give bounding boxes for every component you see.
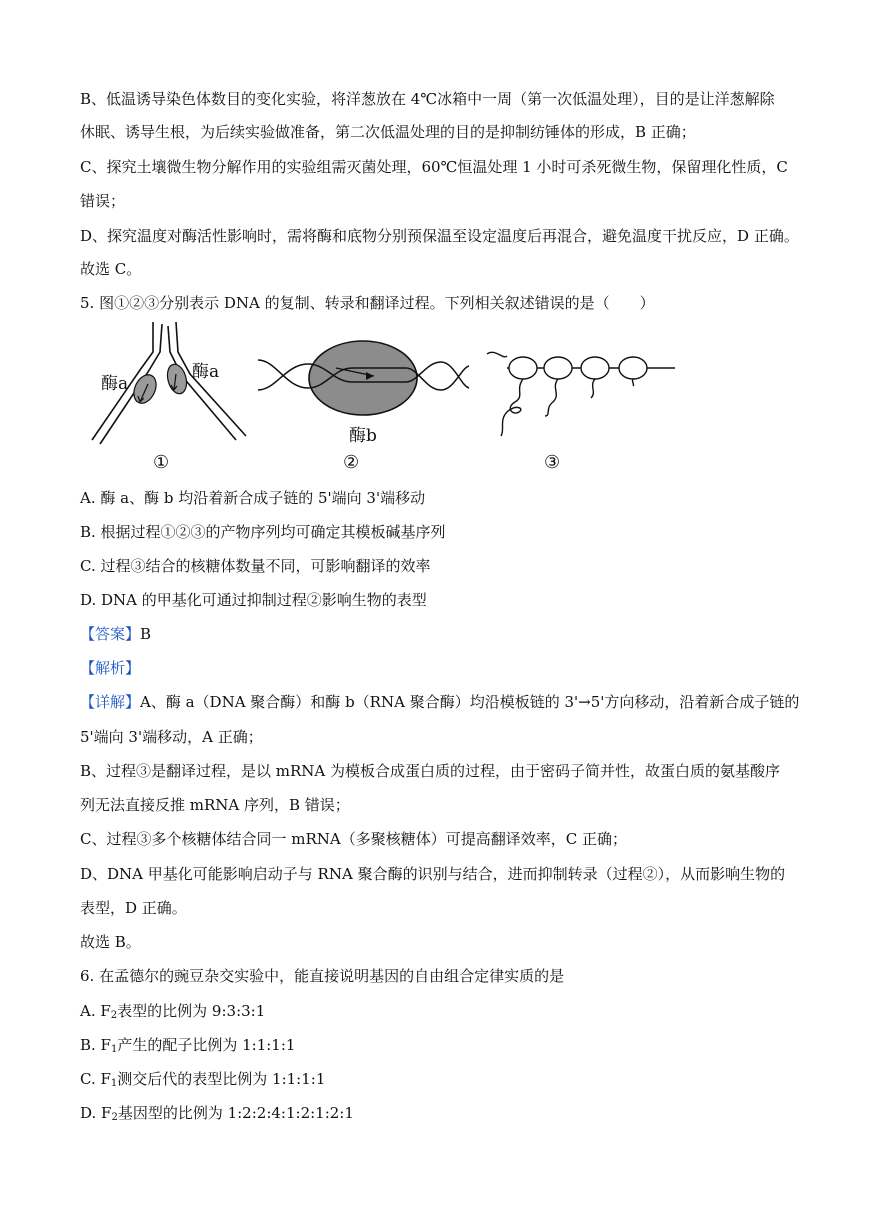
q5-analysis — [80, 658, 804, 678]
q6-option-A — [80, 1001, 804, 1026]
q6-C-pre: C. F — [80, 1070, 111, 1088]
prev-answer-D-line1: D、探究温度对酶活性影响时，需将酶和底物分别预保温至设定温度后再混合，避免温度干扰反应，D 正确。 — [80, 227, 799, 245]
q6-A-post: 表型的比例为 9:3:3:1 — [117, 1002, 266, 1020]
prev-answer-B-line2: 休眠、诱导生根，为后续实验做准备，第二次低温处理的目的是抑制纺锤体的形成，B 正确； — [80, 123, 696, 141]
q5-option-A: A. 酶 a、酶 b 均沿着新合成子链的 5'端向 3'端移动 — [80, 489, 426, 507]
analysis-tag: 【解析】 — [80, 659, 141, 677]
prev-answer-conclusion: 故选 C。 — [80, 260, 142, 278]
q6-B-post: 产生的配子比例为 1:1:1:1 — [117, 1036, 296, 1054]
figure-label-1: ① — [153, 452, 170, 473]
answer-tag: 【答案】 — [80, 625, 141, 643]
q6-B-pre: B. F — [80, 1036, 111, 1054]
enzyme-a-right-label: 酶a — [192, 362, 220, 382]
q6-A-pre: A. F — [80, 1002, 111, 1020]
q5-detail-B-line2: 列无法直接反推 mRNA 序列，B 错误； — [80, 796, 350, 814]
polypeptide-1 — [501, 379, 523, 436]
q6-A-sub: 2 — [110, 1010, 118, 1021]
q6-stem: 6. 在孟德尔的豌豆杂交实验中，能直接说明基因的自由组合定律实质的是 — [80, 967, 565, 985]
q5-detail-C: C、过程③多个核糖体结合同一 mRNA（多聚核糖体）可提高翻译效率，C 正确； — [80, 830, 627, 848]
q6-D-pre: D. F — [80, 1104, 112, 1122]
polypeptide-3 — [591, 379, 595, 398]
polysome-diagram — [485, 346, 680, 436]
q6-D-post: 基因型的比例为 1:2:2:4:1:2:1:2:1 — [117, 1104, 354, 1122]
figure-label-2: ② — [343, 452, 360, 473]
enzyme-b-shape — [309, 341, 417, 415]
figure-transcription — [256, 338, 471, 418]
prev-answer-C-line1: C、探究土壤微生物分解作用的实验组需灭菌处理，60℃恒温处理 1 小时可杀死微生物，保留理化性质，C — [80, 158, 788, 176]
transcription-diagram — [256, 338, 471, 418]
q6-option-C — [80, 1069, 804, 1094]
enzyme-a-left-label: 酶a — [101, 374, 129, 394]
figure-label-3: ③ — [544, 452, 561, 473]
q6-option-D — [80, 1103, 804, 1128]
q5-option-C: C. 过程③结合的核糖体数量不同，可影响翻译的效率 — [80, 557, 431, 575]
q5-detail-A-line1 — [80, 692, 804, 712]
q5-detail-A-line2: 5'端向 3'端移动，A 正确； — [80, 728, 263, 746]
q6-C-sub: 1 — [110, 1078, 118, 1089]
polypeptide-2 — [545, 379, 558, 416]
q5-option-D: D. DNA 的甲基化可通过抑制过程②影响生物的表型 — [80, 591, 427, 609]
ribosome-4 — [619, 357, 647, 379]
polypeptide-4 — [632, 379, 633, 386]
q5-detail-D-line2: 表型，D 正确。 — [80, 899, 187, 917]
q5-conclusion: 故选 B。 — [80, 933, 141, 951]
q6-D-sub: 2 — [111, 1112, 118, 1123]
mrna-start — [487, 352, 507, 357]
answer-value: B — [140, 625, 152, 643]
prev-answer-C-line2: 错误； — [80, 192, 126, 210]
ribosome-3 — [581, 357, 609, 379]
figure-translation — [485, 346, 680, 436]
ribosome-1 — [509, 357, 537, 379]
q5-detail-D-line1: D、DNA 甲基化可能影响启动子与 RNA 聚合酶的识别与结合，进而抑制转录（过程②），从而影响生物的 — [80, 865, 786, 883]
q5-stem: 5. 图①②③分别表示 DNA 的复制、转录和翻译过程。下列相关叙述错误的是（ ） — [80, 294, 655, 312]
ribosome-2 — [544, 357, 572, 379]
detail-A-text: A、酶 a（DNA 聚合酶）和酶 b（RNA 聚合酶）均沿模板链的 3'→5'方向移动，沿着新合成子链的 — [140, 693, 800, 711]
detail-tag: 【详解】 — [80, 693, 141, 711]
q5-detail-B-line1: B、过程③是翻译过程，是以 mRNA 为模板合成蛋白质的过程，由于密码子简并性，故蛋白质的氨基酸序 — [80, 762, 781, 780]
q6-B-sub: 1 — [110, 1044, 118, 1055]
q5-option-B: B. 根据过程①②③的产物序列均可确定其模板碱基序列 — [80, 523, 446, 541]
q6-C-post: 测交后代的表型比例为 1:1:1:1 — [117, 1070, 326, 1088]
prev-answer-B-line1: B、低温诱导染色体数目的变化实验，将洋葱放在 4℃冰箱中一周（第一次低温处理），目的是让洋葱解除 — [80, 90, 775, 108]
enzyme-b-label: 酶b — [349, 426, 377, 446]
enzyme-a-left-shape — [130, 371, 161, 407]
q5-answer — [80, 624, 804, 644]
q6-option-B — [80, 1035, 804, 1060]
